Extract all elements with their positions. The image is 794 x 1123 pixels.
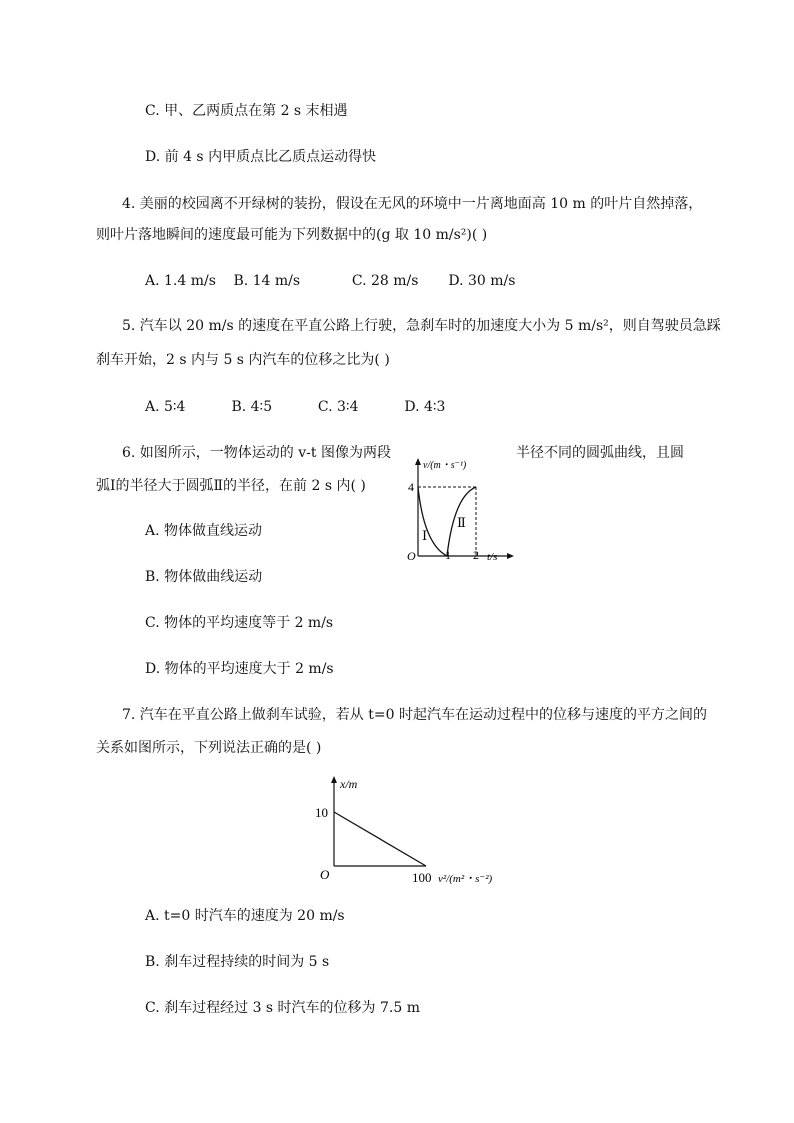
- q6-stem-line-2: 弧Ⅰ的半径大于圆弧Ⅱ的半径，在前 2 s 内( ): [96, 478, 366, 494]
- q7-x-tick-100: 100: [412, 870, 432, 885]
- q6-y-tick-4: 4: [408, 480, 414, 494]
- q7-stem-line-2: 关系如图所示，下列说法正确的是( ): [96, 740, 322, 756]
- q4-stem-line-2: 则叶片落地瞬间的速度最可能为下列数据中的(g 取 10 m/s²)( ): [96, 227, 488, 243]
- q6-arc-1-curve: [418, 487, 447, 556]
- q5-option-d: D. 4∶3: [404, 399, 446, 415]
- q7-x-axis-label: v²/(m²・s⁻²): [438, 873, 493, 885]
- q4-stem-line-1: 4. 美丽的校园离不开绿树的装扮，假设在无风的环境中一片离地面高 10 m 的叶片自然掉落，: [122, 196, 703, 212]
- q7-x-v2-graph: [310, 770, 520, 890]
- q6-origin-label: O: [407, 549, 416, 563]
- q6-arc-2-label: Ⅱ: [457, 515, 466, 530]
- q6-option-a: A. 物体做直线运动: [145, 523, 263, 539]
- q4-option-a: A. 1.4 m/s: [145, 273, 216, 289]
- q7-y-tick-10: 10: [315, 805, 328, 820]
- q7-option-a: A. t=0 时汽车的速度为 20 m/s: [145, 908, 345, 924]
- q3-option-c: C. 甲、乙两质点在第 2 s 末相遇: [145, 103, 348, 119]
- q7-data-line: [334, 812, 426, 866]
- q7-origin-label: O: [320, 867, 330, 882]
- q6-arc-1-label: Ⅰ: [422, 528, 428, 543]
- q6-stem-line-1a: 6. 如图所示，一物体运动的 v-t 图像为两段: [122, 445, 391, 461]
- q5-stem-line-1: 5. 汽车以 20 m/s 的速度在平直公路上行驶，急刹车时的加速度大小为 5 m/s²，则自驾驶员急踩: [122, 318, 721, 334]
- q5-options: [145, 397, 445, 417]
- q6-x-axis-label: t/s: [487, 551, 498, 563]
- q6-x-tick-2: 2: [473, 548, 479, 562]
- q5-option-c: C. 3∶4: [317, 399, 359, 415]
- q4-option-b: B. 14 m/s: [233, 273, 301, 289]
- q5-stem-line-2: 刹车开始，2 s 内与 5 s 内汽车的位移之比为( ): [96, 352, 390, 368]
- q5-option-a: A. 5∶4: [145, 399, 186, 415]
- q6-option-c: C. 物体的平均速度等于 2 m/s: [145, 615, 334, 631]
- q6-vt-graph: [398, 456, 518, 566]
- q6-option-b: B. 物体做曲线运动: [145, 569, 263, 585]
- q6-x-axis-arrow: [507, 553, 514, 559]
- q3-option-d: D. 前 4 s 内甲质点比乙质点运动得快: [145, 149, 377, 165]
- q5-option-b: B. 4∶5: [231, 399, 273, 415]
- q4-options: [145, 271, 515, 291]
- q6-option-d: D. 物体的平均速度大于 2 m/s: [145, 661, 334, 677]
- q7-option-c: C. 刹车过程经过 3 s 时汽车的位移为 7.5 m: [145, 1000, 420, 1016]
- q6-y-axis-arrow: [415, 458, 421, 465]
- q4-option-d: D. 30 m/s: [448, 273, 516, 289]
- q7-stem-line-1: 7. 汽车在平直公路上做刹车试验，若从 t=0 时起汽车在运动过程中的位移与速度的平方之间的: [122, 707, 707, 723]
- q6-stem-line-1b: 半径不同的圆弧曲线，且圆: [516, 445, 684, 461]
- q7-y-axis-arrow: [331, 776, 337, 783]
- q7-y-axis-label: x/m: [340, 777, 358, 791]
- q7-option-b: B. 刹车过程持续的时间为 5 s: [145, 954, 330, 970]
- q6-y-axis-label: v/(m・s⁻¹): [423, 460, 467, 471]
- q6-x-tick-1: 1: [445, 548, 451, 562]
- q4-option-c: C. 28 m/s: [351, 273, 419, 289]
